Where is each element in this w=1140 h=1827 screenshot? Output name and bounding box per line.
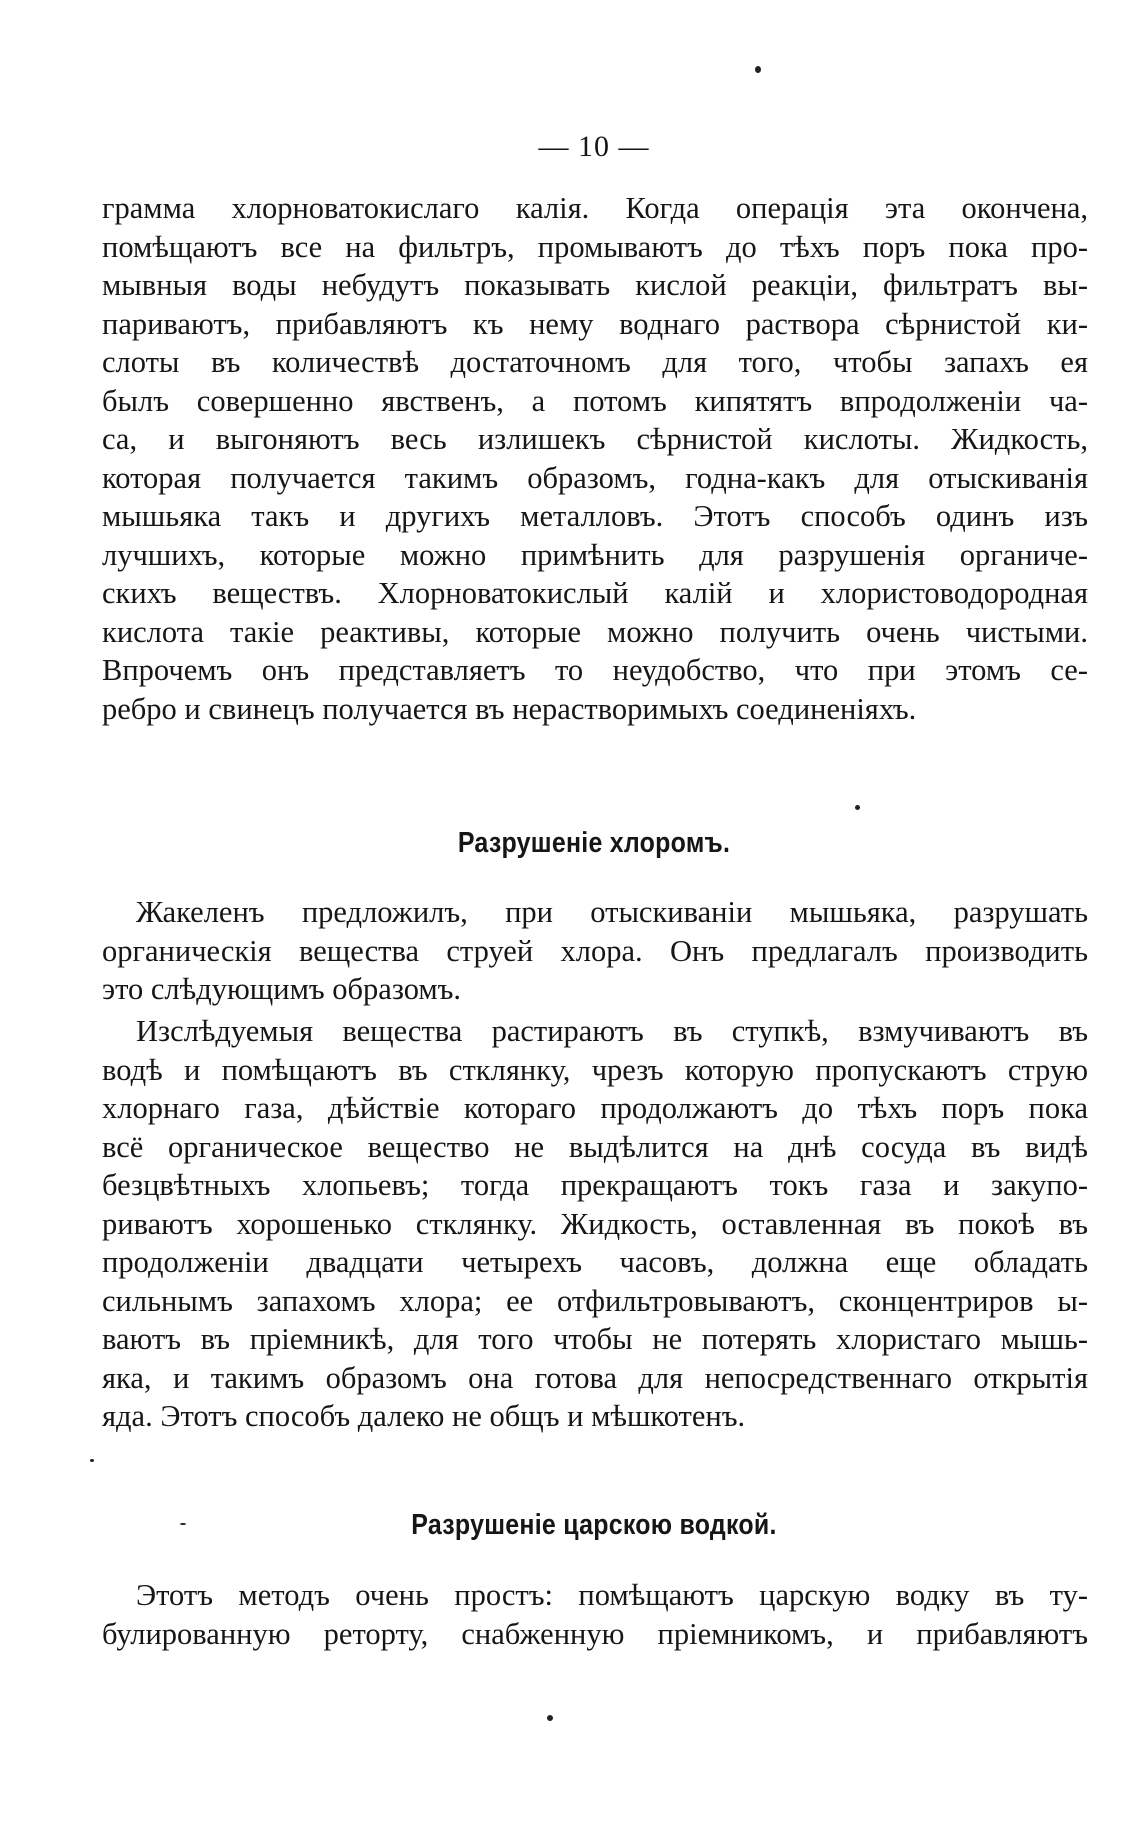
page-number: — 10 —: [538, 130, 650, 163]
text-line: безцвѣтныхъ хлопьевъ; тогда прекращаютъ токъ газа и закупо-: [102, 1168, 1088, 1202]
text-line: яка, и такимъ образомъ она готова для непосредственнаго открытія: [102, 1360, 1088, 1395]
text-line: продолженіи двадцати четырехъ часовъ, должна еще обладать: [102, 1245, 1088, 1279]
text-line: помѣщаютъ все на фильтръ, промываютъ до тѣхъ поръ пока про-: [102, 229, 1088, 264]
text-line: кислота такіе реактивы, которые можно получить очень чистыми.: [102, 614, 1088, 649]
paragraph-continuation: [102, 189, 1088, 728]
text-line: яда. Этотъ способъ далеко не общъ и мѣшкотенъ.: [102, 1399, 746, 1433]
text-line: это слѣдующимъ образомъ.: [102, 972, 462, 1006]
text-line: Изслѣдуемыя вещества растираютъ въ ступкѣ, взмучиваютъ въ: [136, 1014, 1088, 1048]
text-line: Этотъ методъ очень простъ: помѣщаютъ царскую водку въ ту-: [136, 1578, 1088, 1612]
text-line: булированную реторту, снабженную пріемникомъ, и прибавляютъ: [102, 1616, 1088, 1651]
text-line: скихъ веществъ. Хлорноватокислый калій и хлористоводородная: [102, 576, 1088, 610]
text-line: грамма хлорноватокислаго калія. Когда операція эта окончена,: [102, 191, 1088, 225]
scan-speck: [547, 1715, 553, 1721]
text-line: мышьяка такъ и другихъ металловъ. Этотъ способъ одинъ изъ: [102, 499, 1088, 533]
text-line: париваютъ, прибавляютъ къ нему воднаго раствора сѣрнистой ки-: [102, 306, 1088, 341]
text-line: ребро и свинецъ получается въ нерастворимыхъ соединеніяхъ.: [102, 691, 917, 726]
text-line: мывныя воды небудутъ показывать кислой реакціи, фильтратъ вы-: [102, 268, 1088, 302]
paragraph-aqua-regia: [102, 1576, 1088, 1653]
text-line: слоты въ количествѣ достаточномъ для того, чтобы запахъ ея: [102, 345, 1088, 379]
scan-speck: [755, 66, 761, 73]
text-line: риваютъ хорошенько стклянку. Жидкость, оставленная въ покоѣ въ: [102, 1206, 1088, 1241]
text-line: водѣ и помѣщаютъ въ стклянку, чрезъ которую пропускаютъ струю: [102, 1052, 1088, 1087]
text-line: лучшихъ, которые можно примѣнить для разрушенія органиче-: [102, 537, 1088, 572]
text-line: Жакеленъ предложилъ, при отыскиваніи мышьяка, разрушать: [136, 895, 1088, 929]
text-line: всё органическое вещество не выдѣлится на днѣ сосуда въ видѣ: [102, 1129, 1088, 1164]
section-heading-aqua-regia: Разрушеніе царскою водкой.: [411, 1509, 777, 1541]
text-line: ваютъ въ пріемникѣ, для того чтобы не потерять хлористаго мышь-: [102, 1322, 1088, 1356]
paragraph-jacquelain: [102, 893, 1088, 1009]
text-line: былъ совершенно явственъ, а потомъ кипятятъ впродолженіи ча-: [102, 383, 1088, 418]
section-heading-chlorine: Разрушеніе хлоромъ.: [457, 827, 731, 859]
text-line: хлорнаго газа, дѣйствіе котораго продолжаютъ до тѣхъ поръ пока: [102, 1091, 1088, 1125]
text-line: сильнымъ запахомъ хлора; ее отфильтровываютъ, сконцентриров ы-: [102, 1283, 1088, 1318]
text-line: Впрочемъ онъ представляетъ то неудобство, что при этомъ се-: [102, 653, 1088, 687]
text-line: органическія вещества струей хлора. Онъ предлагалъ производить: [102, 933, 1088, 968]
paragraph-procedure: [102, 1012, 1088, 1436]
scan-speck: [180, 1523, 186, 1525]
text-line: са, и выгоняютъ весь излишекъ сѣрнистой кислоты. Жидкость,: [102, 422, 1088, 456]
scan-speck: [855, 805, 860, 810]
scan-speck: [90, 1459, 94, 1462]
text-line: которая получается такимъ образомъ, годна-какъ для отыскиванія: [102, 460, 1088, 495]
